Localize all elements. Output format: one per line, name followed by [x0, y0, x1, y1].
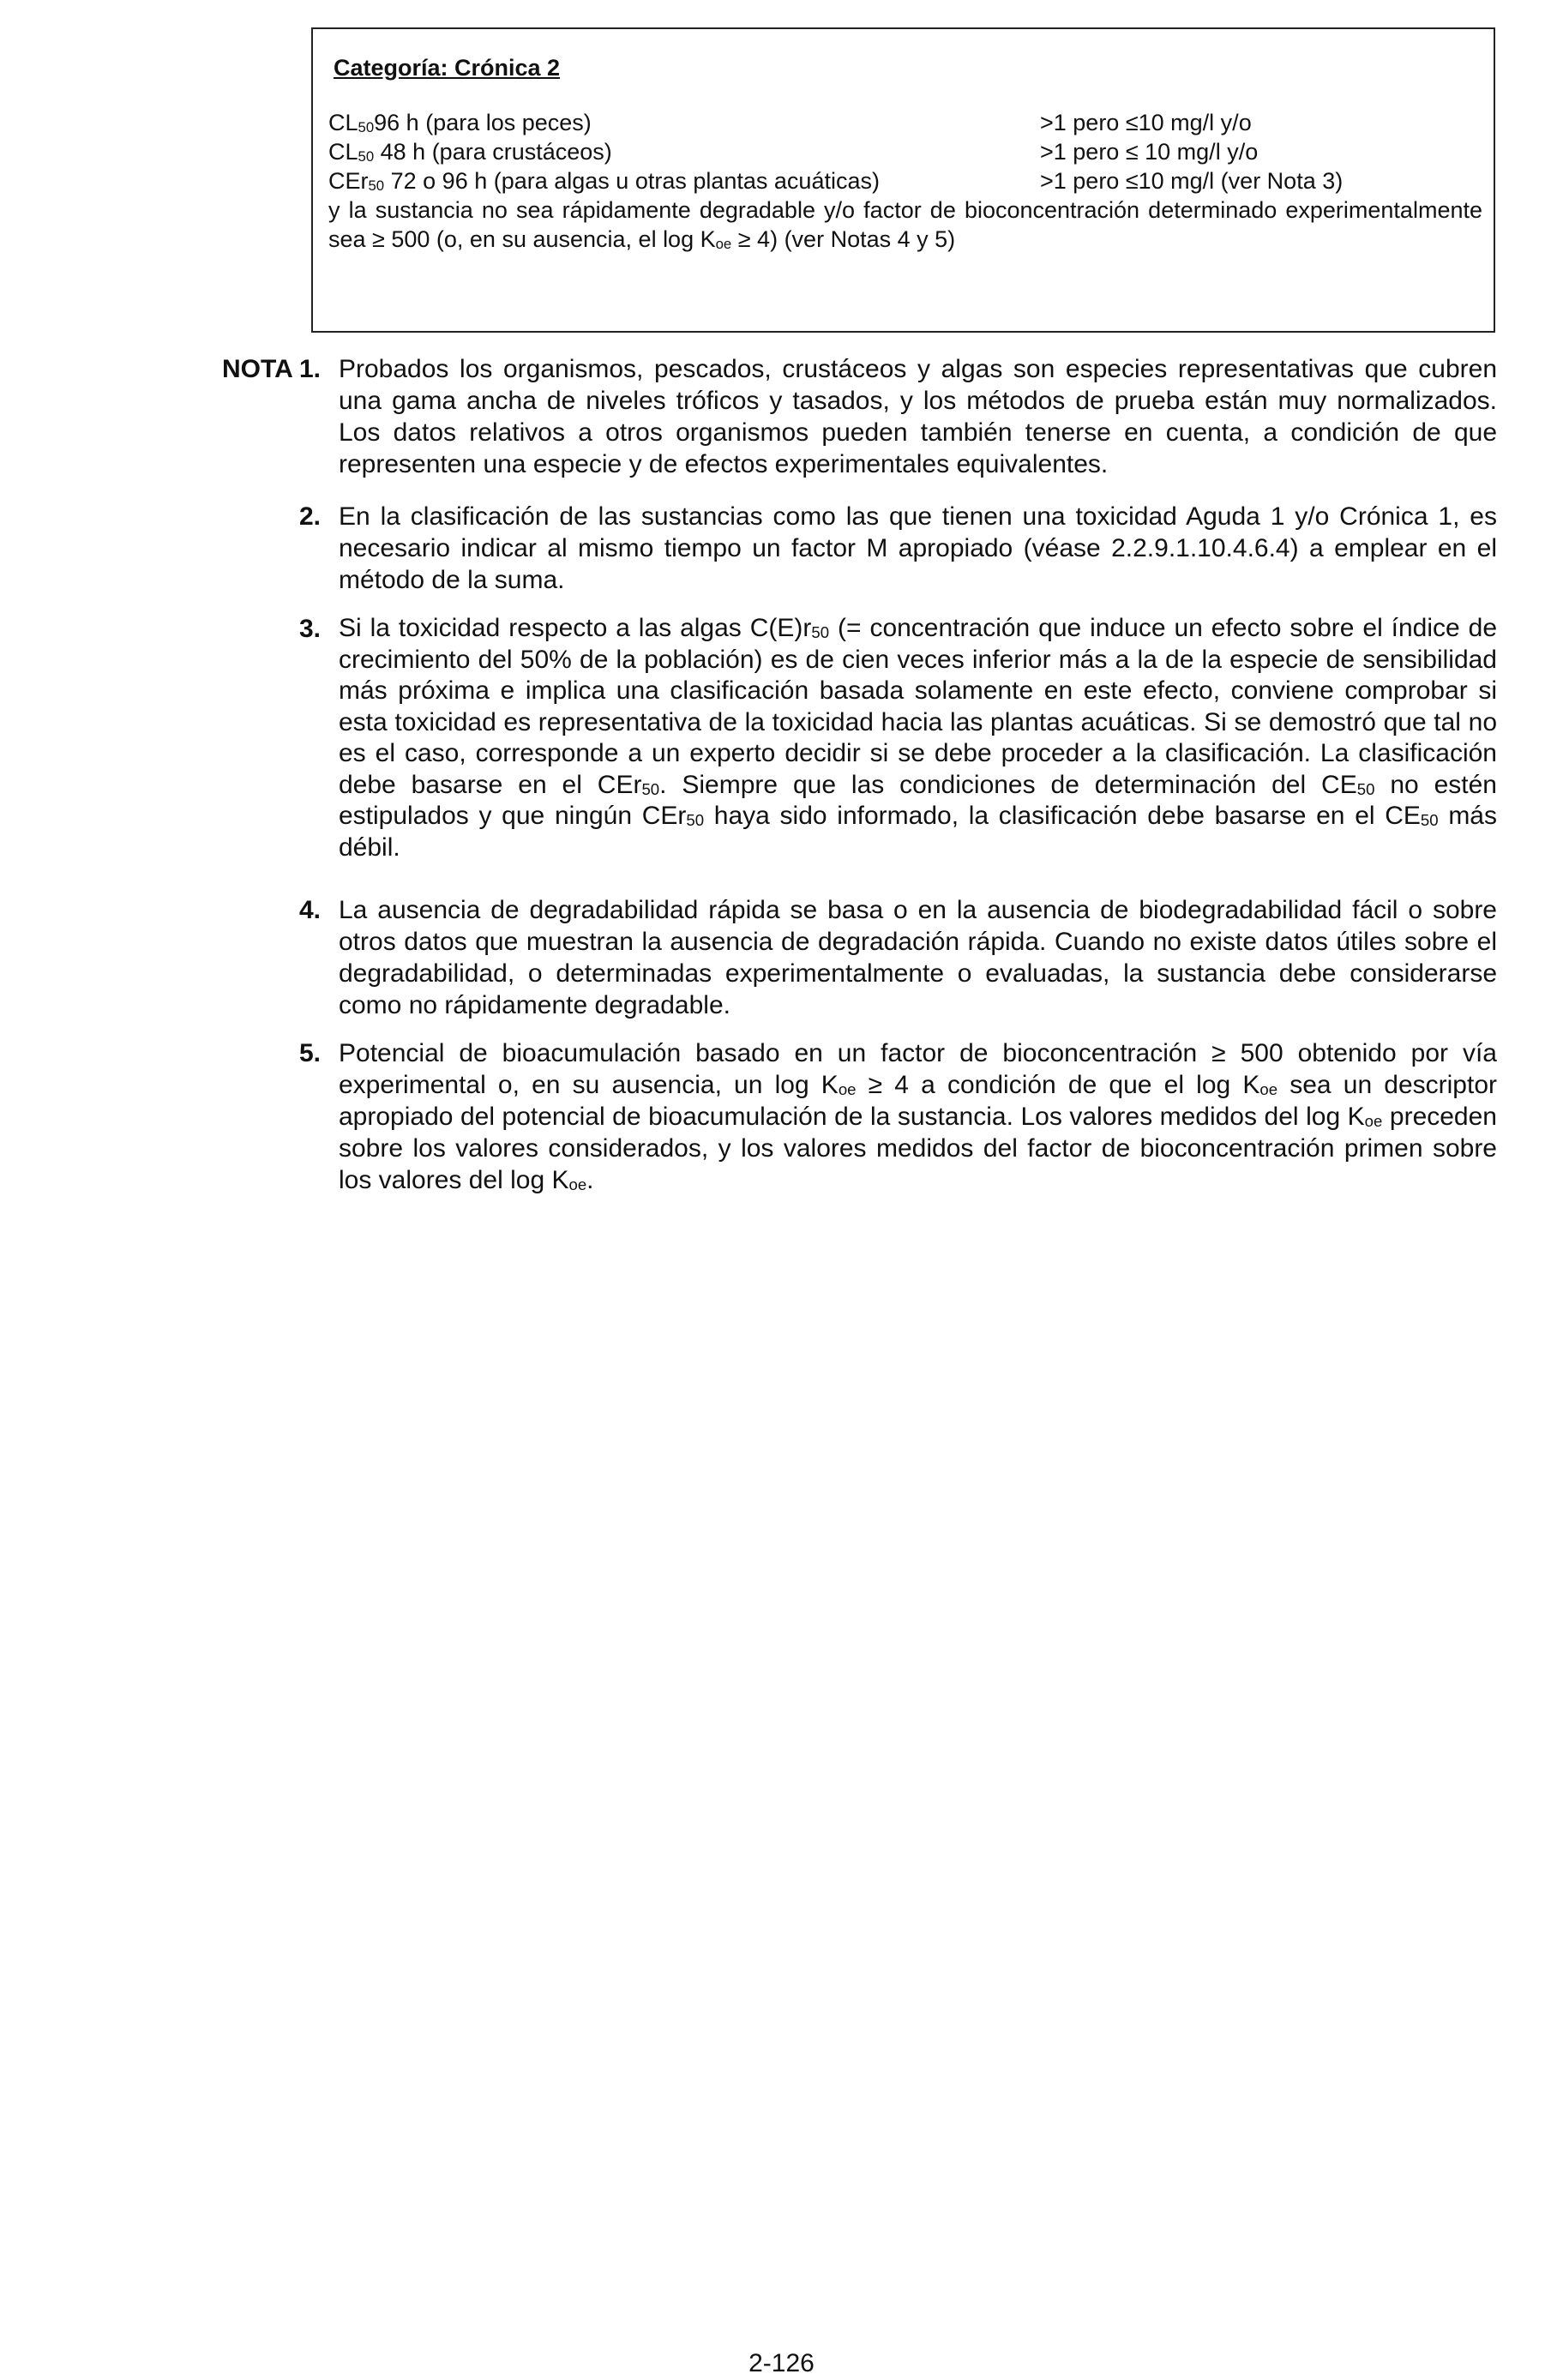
note-5-label: 5.	[298, 1039, 321, 1067]
note-3-part-4: no estén estipulados y que ningún CEr	[339, 770, 1497, 830]
criterion-fish-value: >1 pero ≤10 mg/l y/o	[1040, 110, 1252, 135]
category-box	[311, 27, 1495, 333]
criterion-crustaceans-abbr: CL	[328, 139, 358, 165]
note-4-label: 4.	[298, 896, 321, 924]
criterion-crustaceans-sub: 50	[358, 148, 375, 165]
note-3-sub-1: 50	[811, 623, 830, 641]
note-5-part-3: sea un descriptor apropiado del potencial de bioacumulación de la sustancia. Los valores medidos del log K	[339, 1071, 1498, 1131]
page-number: 2-126	[748, 2349, 815, 2377]
criterion-fish-sub: 50	[358, 119, 375, 135]
note-5-sub-3: oe	[1364, 1112, 1383, 1130]
note-5-text	[339, 1037, 1497, 1196]
condition-text-a: y la sustancia no sea rápidamente degradable y/o factor de bioconcentración determinado experimentalmente sea ≥ 500 (o, en su ausencia, el log K	[328, 197, 1482, 252]
note-4-text: La ausencia de degradabilidad rápida se basa o en la ausencia de biodegradabilidad fácil o sobre otros datos que muestran la ausencia de degradación rápida. Cuando no existe datos útiles sobre el degradabilidad, o determinadas experimentalmente o evaluadas, la sustancia debe considerarse como no rápidamente degradable.	[339, 896, 1497, 1019]
note-3-text	[339, 613, 1497, 863]
note-3-label: 3.	[298, 615, 321, 643]
note-3-part-3: . Siempre que las condiciones de determinación del CE	[659, 770, 1357, 799]
criterion-fish-abbr: CL	[328, 110, 358, 135]
note-3-sub-3: 50	[1356, 779, 1375, 798]
criterion-algae-value: >1 pero ≤10 mg/l (ver Nota 3)	[1040, 168, 1344, 194]
criterion-crustaceans	[328, 137, 612, 166]
note-2-text: En la clasificación de las sustancias como las que tienen una toxicidad Aguda 1 y/o Crónica 1, es necesario indicar al mismo tiempo un factor M apropiado (véase 2.2.9.1.10.4.6.4) a emplear en el método de la suma.	[339, 502, 1497, 594]
note-5-sub-2: oe	[1259, 1080, 1278, 1098]
note-1-text: Probados los organismos, pescados, crustáceos y algas son especies representativas que cubren una gama ancha de niveles tróficos y tasados, y los métodos de prueba están muy normalizados. Los datos relativos a otros organismos pueden también tenerse en cuenta, a condición de que representen una especie y de efectos experimentales equivalentes.	[339, 355, 1497, 478]
criterion-algae-desc: 72 o 96 h (para algas u otras plantas acuáticas)	[384, 168, 880, 194]
note-3-sub-4: 50	[686, 811, 705, 829]
note-5-sub-1: oe	[838, 1080, 857, 1098]
criterion-algae-sub: 50	[368, 177, 385, 194]
criterion-fish-desc: 96 h (para los peces)	[374, 110, 592, 135]
category-condition	[328, 195, 1482, 254]
criterion-crustaceans-value: >1 pero ≤ 10 mg/l y/o	[1040, 139, 1259, 165]
note-5-part-2: ≥ 4 a condición de que el log K	[856, 1071, 1260, 1099]
note-3-part-6: más débil.	[339, 802, 1497, 862]
criterion-fish	[328, 108, 592, 137]
condition-text-b: ≥ 4) (ver Notas 4 y 5)	[731, 226, 956, 252]
condition-sub: oe	[715, 236, 732, 252]
criterion-crustaceans-desc: 48 h (para crustáceos)	[374, 139, 612, 165]
note-1-label: NOTA 1.	[221, 355, 321, 383]
note-5-part-4: preceden sobre los valores considerados, y los valores medidos del factor de bioconcentración primen sobre los valores del log K	[339, 1103, 1497, 1194]
note-3-sub-2: 50	[641, 779, 660, 798]
note-3-sub-5: 50	[1420, 811, 1439, 829]
note-3-part-2: (= concentración que induce un efecto sobre el índice de crecimiento del 50% de la población) es de cien veces inferior más a la de la especie de sensibilidad más próxima e implica una clasificación basada solamente en este efecto, conviene comprobar si esta toxicidad es representativa de la toxicidad hacia las plantas acuáticas. Si se demostró que tal no es el caso, corresponde a un experto decidir si se debe proceder a la clasificación. La clasificación debe basarse en el CEr	[339, 614, 1498, 799]
note-5-part-5: .	[586, 1166, 594, 1194]
note-3-part-5: haya sido informado, la clasificación debe basarse en el CE	[704, 802, 1421, 830]
note-5-part-1: Potencial de bioacumulación basado en un factor de bioconcentración ≥ 500 obtenido por vía experimental o, en su ausencia, un log K	[339, 1039, 1497, 1099]
category-title: Categoría: Crónica 2	[334, 55, 561, 81]
criterion-algae	[328, 166, 880, 195]
note-3-part-1: Si la toxicidad respecto a las algas C(E)r	[339, 614, 812, 642]
criterion-algae-abbr: CEr	[328, 168, 369, 194]
note-2-label: 2.	[298, 502, 321, 531]
note-5-sub-4: oe	[568, 1175, 587, 1193]
